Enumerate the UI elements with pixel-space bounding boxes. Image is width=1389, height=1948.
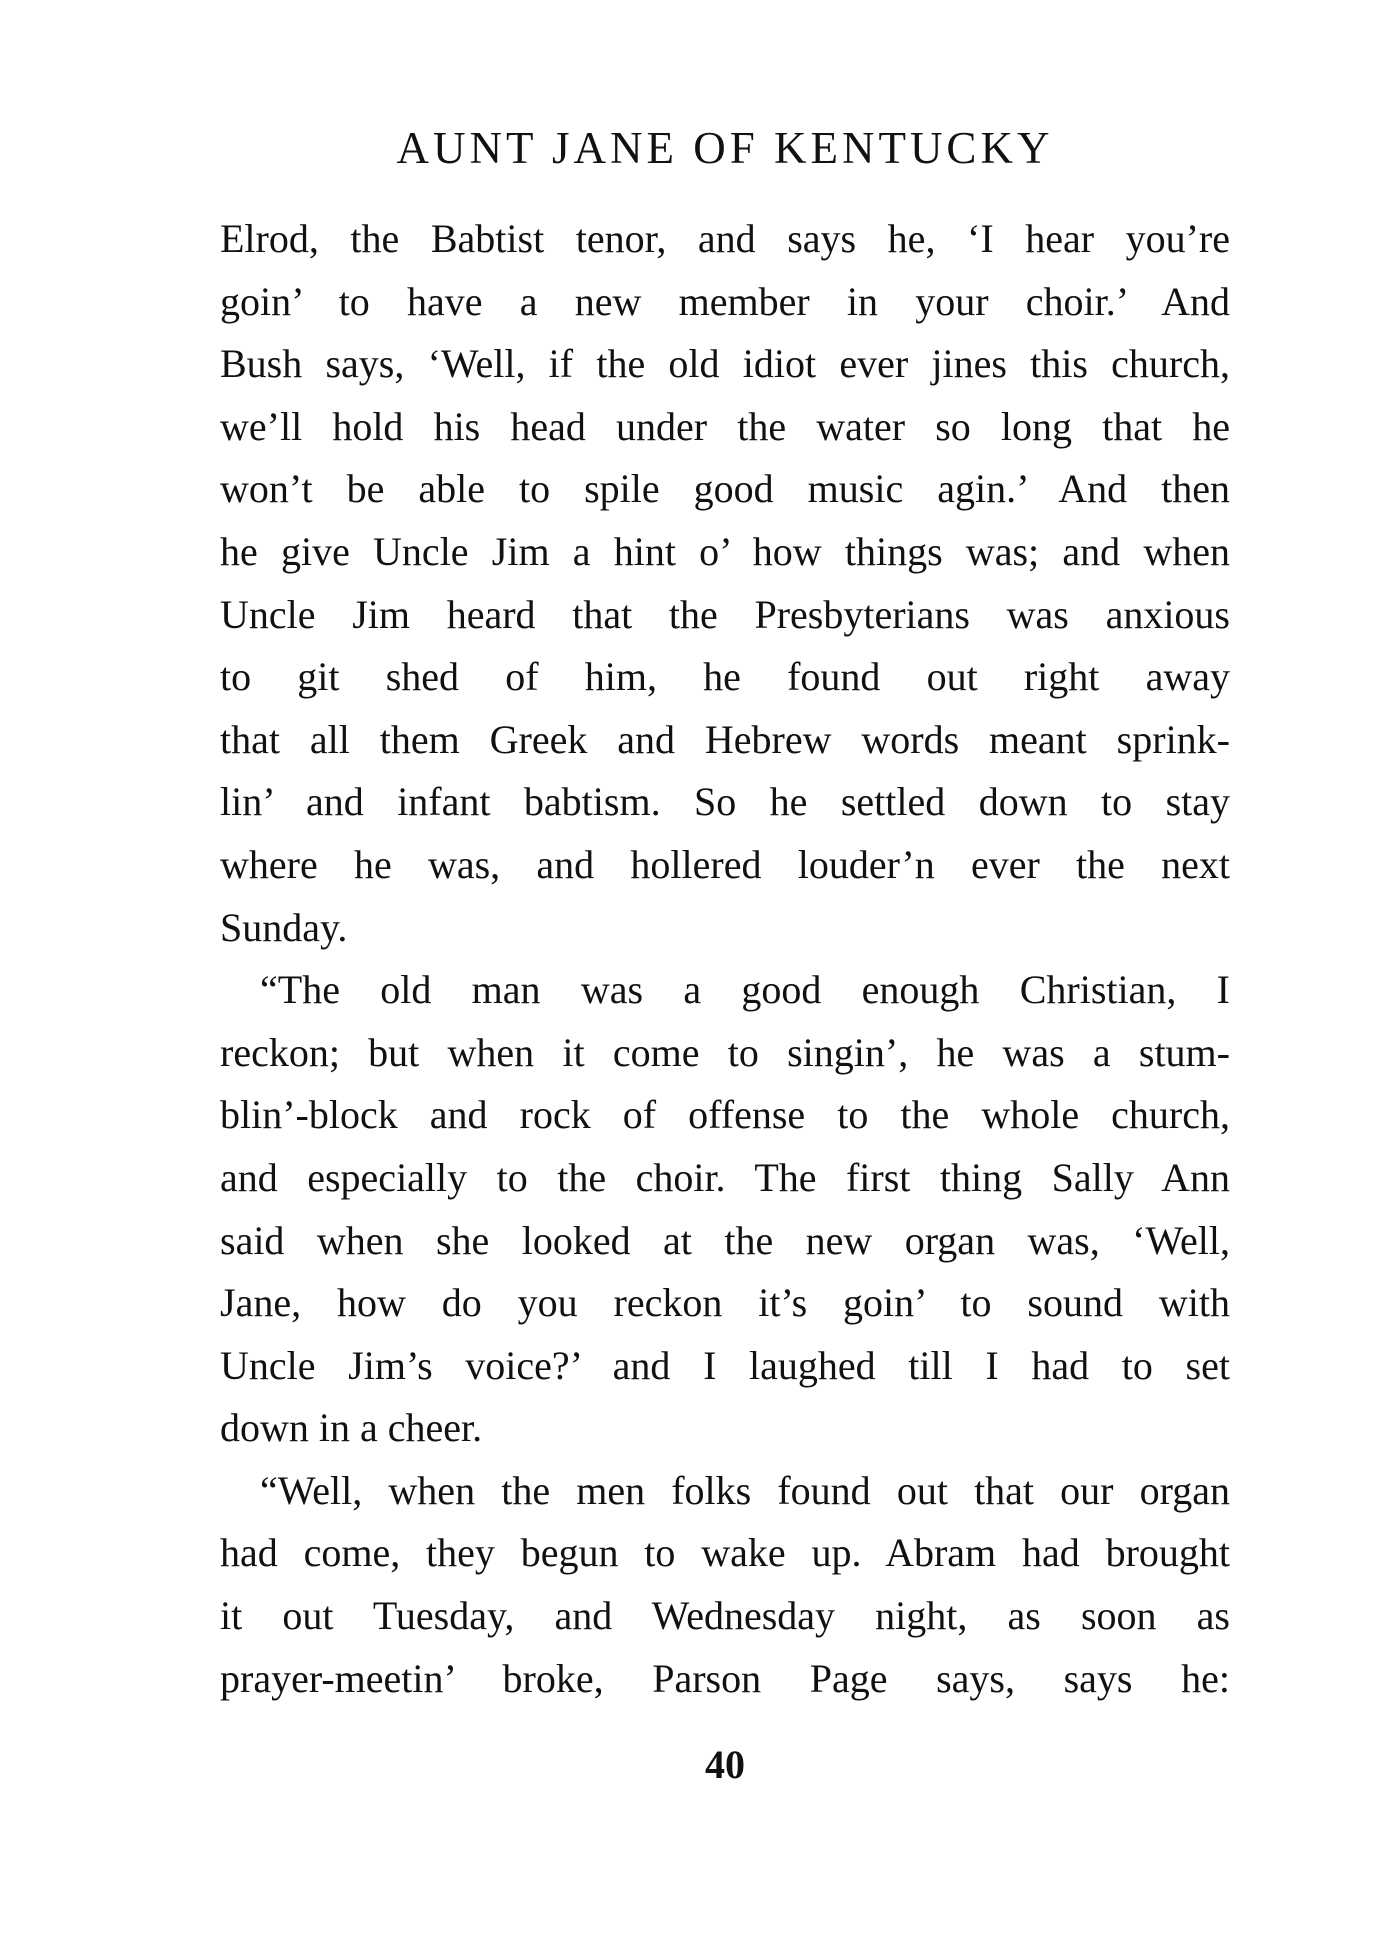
text-line: we’ll hold his head under the water so long that he [220,403,1230,449]
text-line: Sunday. [220,904,348,950]
text-line: Jane, how do you reckon it’s goin’ to sound with [220,1280,1230,1326]
text-line: blin’-block and rock of offense to the whole church, [220,1092,1230,1138]
text-line: Elrod, the Babtist tenor, and says he, ‘I hear you’re [220,216,1230,261]
page-number: 40 [705,1742,745,1787]
text-line: prayer-meetin’ broke, Parson Page says, says he: [220,1655,1230,1701]
text-line: Uncle Jim heard that the Presbyterians was anxious [220,591,1230,637]
text-line: and especially to the choir. The first thing Sally Ann [220,1154,1230,1200]
text-line: where he was, and hollered louder’n ever the next [220,841,1230,887]
text-line: goin’ to have a new member in your choir.’ And [220,278,1230,324]
paragraph-2 [220,959,1230,1460]
text-line: won’t be able to spile good music agin.’ And then [220,466,1230,512]
text-line: it out Tuesday, and Wednesday night, as soon as [220,1593,1230,1639]
running-head: AUNT JANE OF KENTUCKY [396,123,1054,173]
text-line: Uncle Jim’s voice?’ and I laughed till I had to set [220,1342,1230,1388]
text-line: reckon; but when it come to singin’, he was a stum- [220,1029,1230,1075]
paragraph-1 [220,208,1230,959]
text-line: to git shed of him, he found out right away [220,654,1230,700]
body-text [220,208,1230,1710]
text-line: lin’ and infant babtism. So he settled down to stay [220,779,1230,825]
text-line: he give Uncle Jim a hint o’ how things was; and when [220,528,1230,574]
text-line: said when she looked at the new organ was, ‘Well, [220,1217,1230,1263]
text-line: “The old man was a good enough Christian, I [260,967,1230,1013]
text-line: down in a cheer. [220,1405,483,1451]
text-line: that all them Greek and Hebrew words meant sprink- [220,716,1230,762]
text-line: had come, they begun to wake up. Abram had brought [220,1530,1230,1576]
paragraph-3 [220,1460,1230,1710]
text-line: Bush says, ‘Well, if the old idiot ever jines this church, [220,341,1230,387]
text-line: “Well, when the men folks found out that our organ [260,1467,1230,1513]
